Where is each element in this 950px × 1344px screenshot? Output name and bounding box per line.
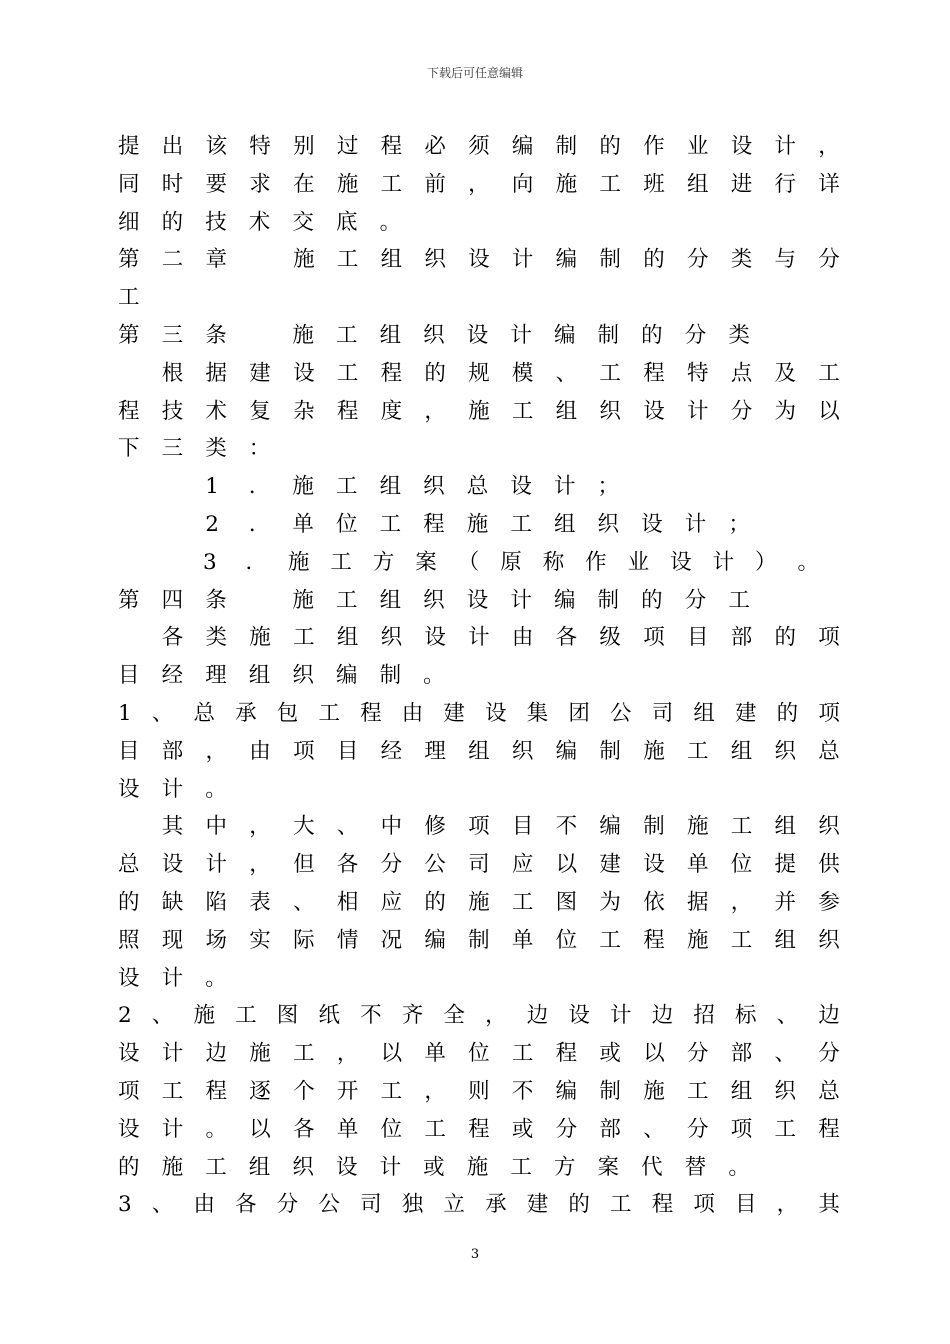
text-line: 目 部 ， 由 项 目 经 理 组 织 编 制 施 工 组 织 总 xyxy=(118,738,840,764)
text-line: 程 技 术 复 杂 程 度 ， 施 工 组 织 设 计 分 为 以 xyxy=(118,398,840,424)
text-line: 细 的 技 术 交 底 。 xyxy=(118,209,402,235)
page-header: 下载后可任意编辑 xyxy=(426,66,523,80)
text-line: 2 . 单 位 工 程 施 工 组 织 设 计 ； xyxy=(205,512,750,537)
page-number: 3 xyxy=(470,1247,480,1262)
text-line: 下 三 类 ： xyxy=(118,436,271,462)
text-line: 目 经 理 组 织 编 制 。 xyxy=(118,663,445,689)
text-line: 3 、 由 各 分 公 司 独 立 承 建 的 工 程 项 目 ， 其 xyxy=(118,1192,840,1218)
text-line: 各 类 施 工 组 织 设 计 由 各 级 项 目 部 的 项 xyxy=(161,625,840,651)
text-line: 根 据 建 设 工 程 的 规 模 、 工 程 特 点 及 工 xyxy=(161,360,840,386)
text-line: 设 计 。 xyxy=(118,776,227,802)
text-line: 2 、 施 工 图 纸 不 齐 全 ， 边 设 计 边 招 标 、 边 xyxy=(118,1003,840,1029)
text-line: 的 缺 陷 表 、 相 应 的 施 工 图 为 依 据 ， 并 参 xyxy=(118,890,840,915)
text-line: 1 . 施 工 组 织 总 设 计 ； xyxy=(205,474,620,500)
text-line: 1 、 总 承 包 工 程 由 建 设 集 团 公 司 组 建 的 项 xyxy=(118,701,840,726)
text-line: 总 设 计 ， 但 各 分 公 司 应 以 建 设 单 位 提 供 xyxy=(118,852,840,878)
text-line: 其 中 ， 大 、 中 修 项 目 不 编 制 施 工 组 织 xyxy=(161,814,840,840)
text-line: 第 二 章 施 工 组 织 设 计 编 制 的 分 类 与 分 xyxy=(118,247,840,273)
text-line: 提 出 该 特 别 过 程 必 须 编 制 的 作 业 设 计 ， xyxy=(118,134,840,159)
text-line: 项 工 程 逐 个 开 工 ， 则 不 编 制 施 工 组 织 总 xyxy=(118,1079,840,1104)
text-line: 设 计 。 xyxy=(118,965,227,991)
text-line: 第 四 条 施 工 组 织 设 计 编 制 的 分 工 xyxy=(118,587,750,613)
text-line: 的 施 工 组 织 设 计 或 施 工 方 案 代 替 。 xyxy=(118,1154,750,1180)
text-line: 照 现 场 实 际 情 况 编 制 单 位 工 程 施 工 组 织 xyxy=(118,927,840,953)
text-line: 3 . 施 工 方 案 （ 原 称 作 业 设 计 ） 。 xyxy=(202,549,820,575)
text-line: 设 计 边 施 工 ， 以 单 位 工 程 或 以 分 部 、 分 xyxy=(118,1041,840,1067)
text-line: 设 计 。 以 各 单 位 工 程 或 分 部 、 分 项 工 程 xyxy=(118,1116,840,1142)
text-line: 同 时 要 求 在 施 工 前 ， 向 施 工 班 组 进 行 详 xyxy=(118,171,840,197)
text-line: 第 三 条 施 工 组 织 设 计 编 制 的 分 类 xyxy=(118,323,750,348)
text-line: 工 xyxy=(118,285,140,311)
